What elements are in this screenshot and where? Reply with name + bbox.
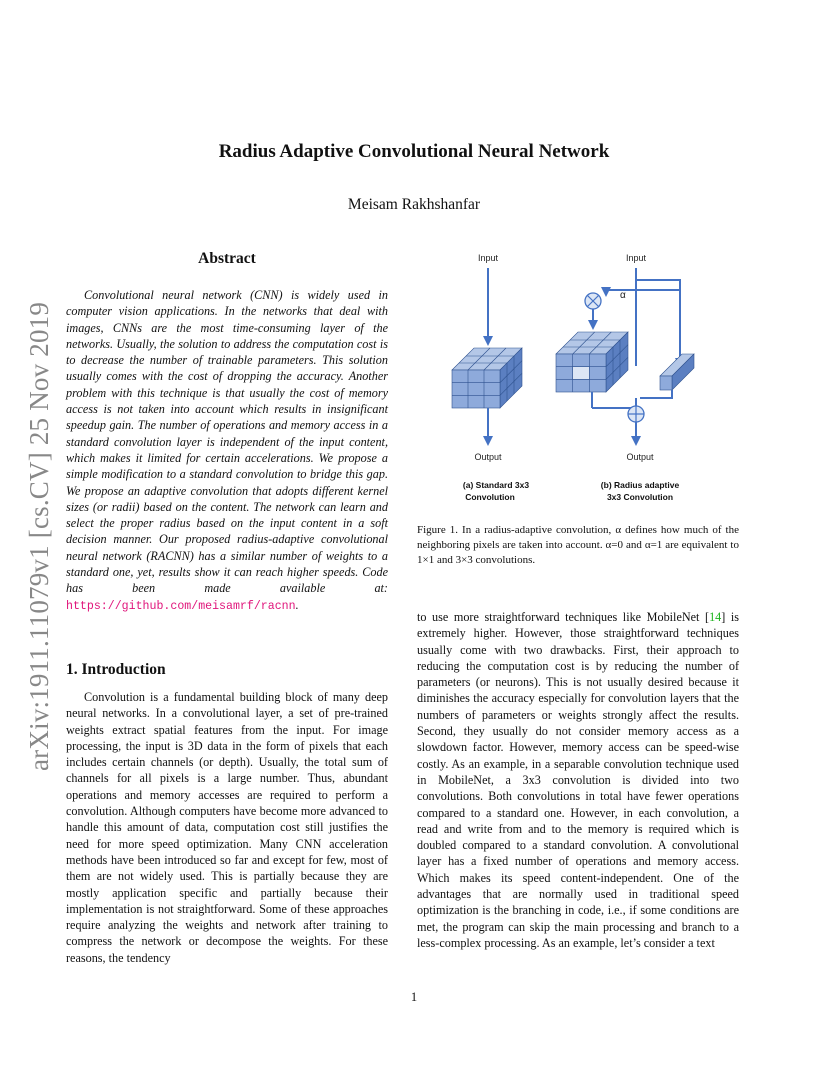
one-by-one-conv-block [660,354,694,390]
input-label-a: Input [477,253,499,263]
standard-conv-cube [452,348,522,408]
abstract-body: Convolutional neural network (CNN) is widely used in computer vision applications. In the networks that deal with images, CNNs are the most time-consuming layer of the networks. Usually, the solution to address the computation cost is to decrease the number of trainable parameters. This solution usually comes with the cost of dropping the accuracy. Another problem with this technique is that usually the cost of memory access is not taken into account which results in insignificant speedup gain. The number of operations and memory access in a standard convolution layer is independent of the input content, which makes it limited for certain accelerations. We propose a simple modification to a standard convolution to bridge this gap. We propose an adaptive convolution that adopts different kernel sizes (or radii) based on the content. The network can learn and select the proper radius based on the input content in a soft decision manner. Our proposed radius-adaptive convolutional neural network (RACNN) has a similar number of weights to a standard one, yet, results show it can reach higher speeds. Code has been made available at: [66,288,388,596]
multiply-node-icon [585,293,601,309]
input-label-b: Input [625,253,647,263]
abstract-text [66,287,388,615]
adaptive-conv-cube [556,332,628,392]
citation-link[interactable]: 14 [709,610,722,624]
col2-text-start: to use more straightforward techniques like MobileNet [ [417,610,710,624]
add-node-icon [628,406,644,422]
section-heading-introduction: 1. Introduction [66,661,166,678]
page-number: 1 [410,990,418,1004]
introduction-paragraph-continued [417,609,739,951]
panel-b-label-line2: 3x3 Convolution [606,492,674,502]
figure-1-caption: Figure 1. In a radius-adaptive convolution, α defines how much of the neighboring pixels are taken into account. α=0 and α=1 are equivalent to 1×1 and 3×3 convolutions. [417,524,739,566]
code-link[interactable]: https://github.com/meisamrf/racnn [66,599,296,613]
panel-a-label-line2: Convolution [465,492,515,502]
panel-a-label-line1: (a) Standard 3x3 [462,480,530,490]
col2-text-rest: ] is extremely higher. However, those straightforward techniques usually come with two drawbacks. First, their approach to reducing the computation cost is by reducing the number of parameters (or neurons). This is not usually desired because it diminishes the accuracy especially for convolution layers that the numbers of parameters or weights strongly affect the results. Second, they usually do not consider memory access as a slowdown factor. However, memory access can be speed-wise costly. As an example, in a separable convolution technique used in MobileNet, a 3x3 convolution is divided into two convolutions. Both convolutions in total have fewer operations compared to a standard one. However, in each convolution, a read and write from and to the memory is required which is doubled compared to a standard convolution. A convolutional layer has a fixed number of operations and memory access. Which makes its speed content-independent. One of the advantages that are normally used in traditional speed optimization is the branching in code, i.e., if some conditions are met, the program can skip the main processing and branch to a less-complex processing. As an example, let’s consider a text [417,610,740,950]
output-label-b: Output [626,452,654,462]
figure-1-diagram [430,248,736,510]
abstract-end: . [295,597,299,612]
introduction-paragraph: Convolution is a fundamental building block of many deep neural networks. In a convolutional layer, a set of pre-trained weights extract spatial features from the input. For image processing, the input is 3D data in the form of pixels that each includes certain channels (or depth). Usually, the total sum of channels for all pixels is a large number. Thus, abundant operations and memory accesses are required to perform a convolution. Although computers have become more advanced to handle this amount of data, computation cost still justifies the need for more speed optimization. Many CNN acceleration methods have been introduced so far and except for few, most of them are not widely used. This is partially because they are mostly application specific and partially because their implementation is not straightforward. Some of these approaches require analyzing the weights and network after training to compress the network or decompose the weights. For these reasons, the tendency [66,690,388,965]
output-label-a: Output [474,452,502,462]
panel-b-label-line1: (b) Radius adaptive [600,480,680,490]
alpha-label: α [620,290,626,301]
paper-title: Radius Adaptive Convolutional Neural Network [218,141,610,162]
abstract-heading: Abstract [198,250,256,267]
author-name: Meisam Rakhshanfar [347,196,481,213]
arxiv-identifier: arXiv:1911.11079v1 [cs.CV] 25 Nov 2019 [24,301,54,771]
